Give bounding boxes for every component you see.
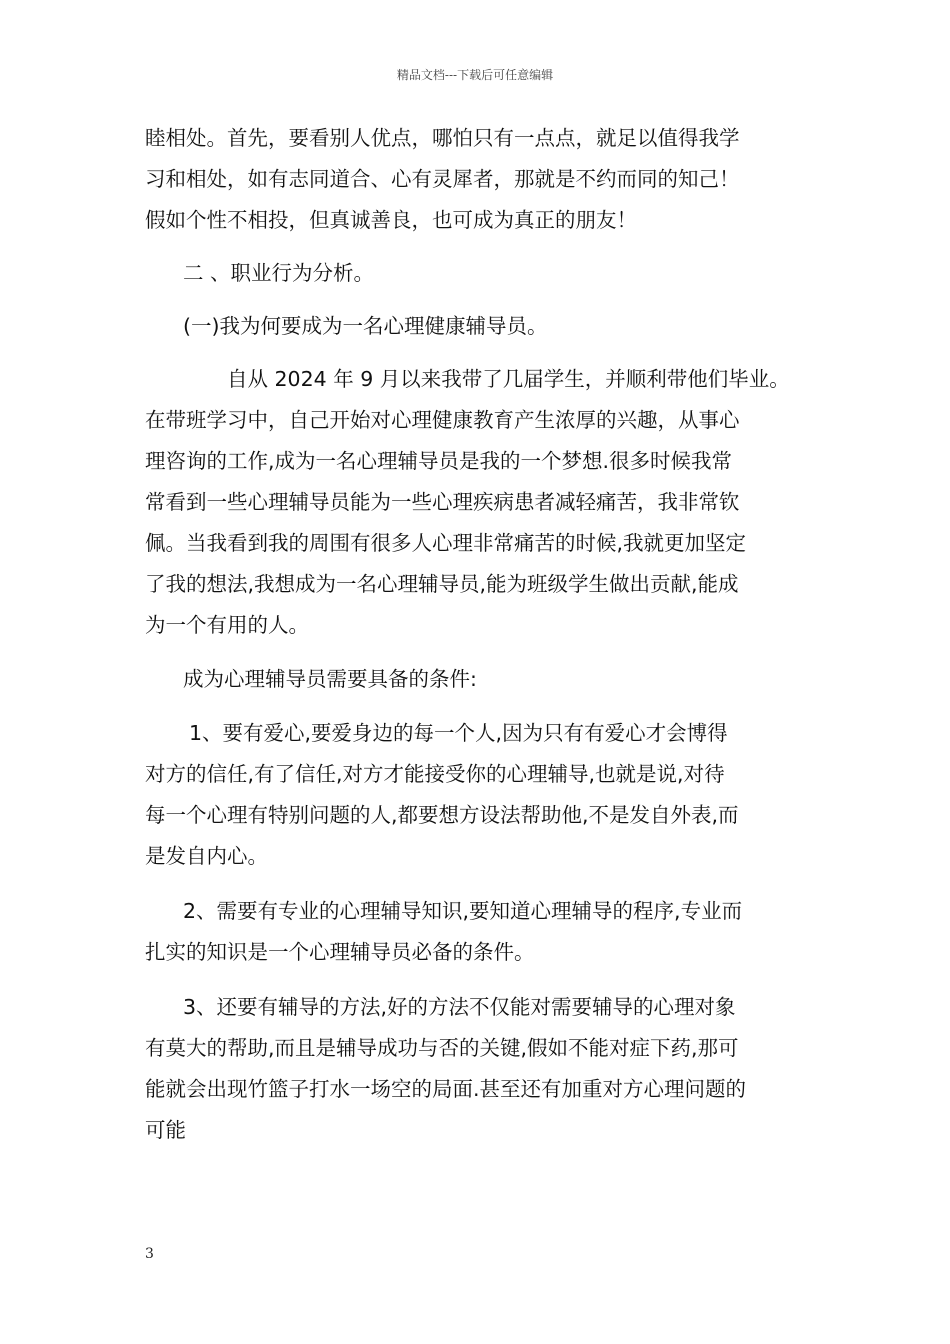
subsection-heading: (一)我为何要成为一名心理健康辅导员。: [183, 314, 548, 338]
paragraph-line: 为一个有用的人。: [145, 613, 309, 637]
list-item-line: 1、要有爱心,要爱身边的每一个人,因为只有有爱心才会博得: [189, 721, 728, 745]
list-item-line: 扎实的知识是一个心理辅导员必备的条件。: [145, 940, 535, 964]
list-item-line: 有莫大的帮助,而且是辅导成功与否的关键,假如不能对症下药,那可: [145, 1036, 739, 1060]
page-header: 精品文档---下载后可任意编辑: [396, 68, 554, 82]
paragraph-line: 自从 2024 年 9 月以来我带了几届学生，并顺利带他们毕业。: [227, 367, 790, 391]
list-item-line: 能就会出现竹篮子打水一场空的局面.甚至还有加重对方心理问题的: [145, 1077, 747, 1101]
list-item-line: 3、还要有辅导的方法,好的方法不仅能对需要辅导的心理对象: [183, 995, 736, 1019]
paragraph-line: 理咨询的工作,成为一名心理辅导员是我的一个梦想.很多时候我常: [145, 449, 733, 473]
paragraph-line: 常看到一些心理辅导员能为一些心理疾病患者减轻痛苦，我非常钦: [145, 490, 740, 514]
list-item-line: 2、需要有专业的心理辅导知识,要知道心理辅导的程序,专业而: [183, 899, 743, 923]
page-number: 3: [145, 1246, 154, 1262]
paragraph-line: 佩。当我看到我的周围有很多人心理非常痛苦的时候,我就更加坚定: [145, 531, 747, 555]
list-item-line: 每一个心理有特别问题的人,都要想方设法帮助他,不是发自外表,而: [145, 803, 739, 827]
paragraph-line: 假如个性不相投，但真诚善良，也可成为真正的朋友！: [145, 208, 637, 232]
list-item-line: 对方的信任,有了信任,对方才能接受你的心理辅导,也就是说,对待: [145, 762, 725, 786]
paragraph-line: 睦相处。首先，要看别人优点，哪怕只有一点点，就足以值得我学: [145, 126, 740, 150]
section-heading: 二 、职业行为分析。: [183, 261, 375, 285]
list-item-line: 可能: [145, 1118, 186, 1142]
paragraph-line: 在带班学习中，自己开始对心理健康教育产生浓厚的兴趣，从事心: [145, 408, 740, 432]
paragraph-line: 习和相处，如有志同道合、心有灵犀者，那就是不约而同的知己！: [145, 167, 740, 191]
list-item-line: 是发自内心。: [145, 844, 268, 868]
paragraph-line: 了我的想法,我想成为一名心理辅导员,能为班级学生做出贡献,能成: [145, 572, 739, 596]
paragraph-line: 成为心理辅导员需要具备的条件:: [183, 667, 477, 691]
document-body: [145, 118, 810, 1151]
